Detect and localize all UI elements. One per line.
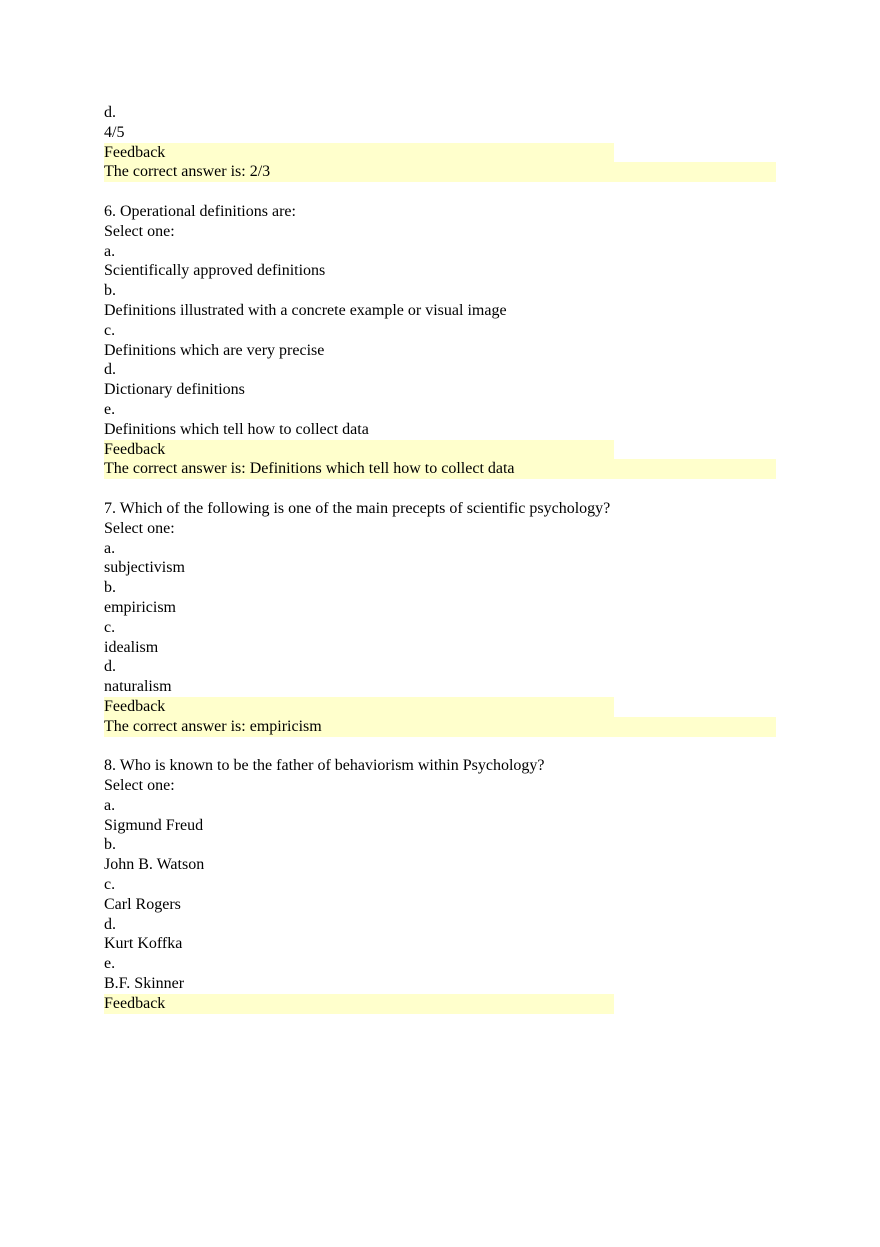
spacer [104,479,804,499]
option-letter: d. [104,361,116,379]
feedback-label: Feedback [104,440,614,460]
correct-answer: The correct answer is: Definitions which tell how to collect data [104,459,776,479]
question-text: 7. Which of the following is one of the main precepts of scientific psychology? [104,499,611,517]
feedback-label: Feedback [104,994,614,1014]
question-text: 6. Operational definitions are: [104,202,296,220]
option-text: empiricism [104,598,176,616]
option-text: Carl Rogers [104,895,181,913]
option-text: naturalism [104,678,172,696]
option-text: Definitions which tell how to collect data [104,420,369,438]
option-letter: b. [104,579,116,597]
option-letter: d. [104,658,116,676]
option-letter: c. [104,321,116,339]
select-prompt: Select one: [104,777,175,795]
option-text: Definitions illustrated with a concrete example or visual image [104,301,507,319]
option-text: B.F. Skinner [104,975,185,993]
option-letter: c. [104,618,116,636]
correct-answer: The correct answer is: 2/3 [104,162,776,182]
option-text: Sigmund Freud [104,816,204,834]
feedback-label: Feedback [104,697,614,717]
option-letter: e. [104,955,116,973]
option-letter: c. [104,876,116,894]
quiz-document [104,103,804,1014]
option-letter: d. [104,915,116,933]
spacer [104,182,804,202]
option-letter: a. [104,796,116,814]
question-8 [104,756,804,1013]
option-text: Scientifically approved definitions [104,262,326,280]
option-letter: e. [104,400,116,418]
feedback-label: Feedback [104,143,614,163]
option-letter: a. [104,242,116,260]
option-text: John B. Watson [104,856,205,874]
option-letter: b. [104,836,116,854]
option-letter: b. [104,282,116,300]
question-text: 8. Who is known to be the father of behaviorism within Psychology? [104,757,545,775]
option-letter: d. [104,104,116,121]
option-text: idealism [104,638,159,656]
select-prompt: Select one: [104,222,175,240]
question-6 [104,202,804,479]
spacer [104,737,804,757]
question-5-continuation [104,103,804,182]
option-text: Dictionary definitions [104,381,245,399]
correct-answer: The correct answer is: empiricism [104,717,776,737]
select-prompt: Select one: [104,519,175,537]
option-text: 4/5 [104,123,125,141]
question-7 [104,499,804,737]
option-text: Definitions which are very precise [104,341,325,359]
option-text: Kurt Koffka [104,935,183,953]
option-letter: a. [104,539,116,557]
option-text: subjectivism [104,559,185,577]
